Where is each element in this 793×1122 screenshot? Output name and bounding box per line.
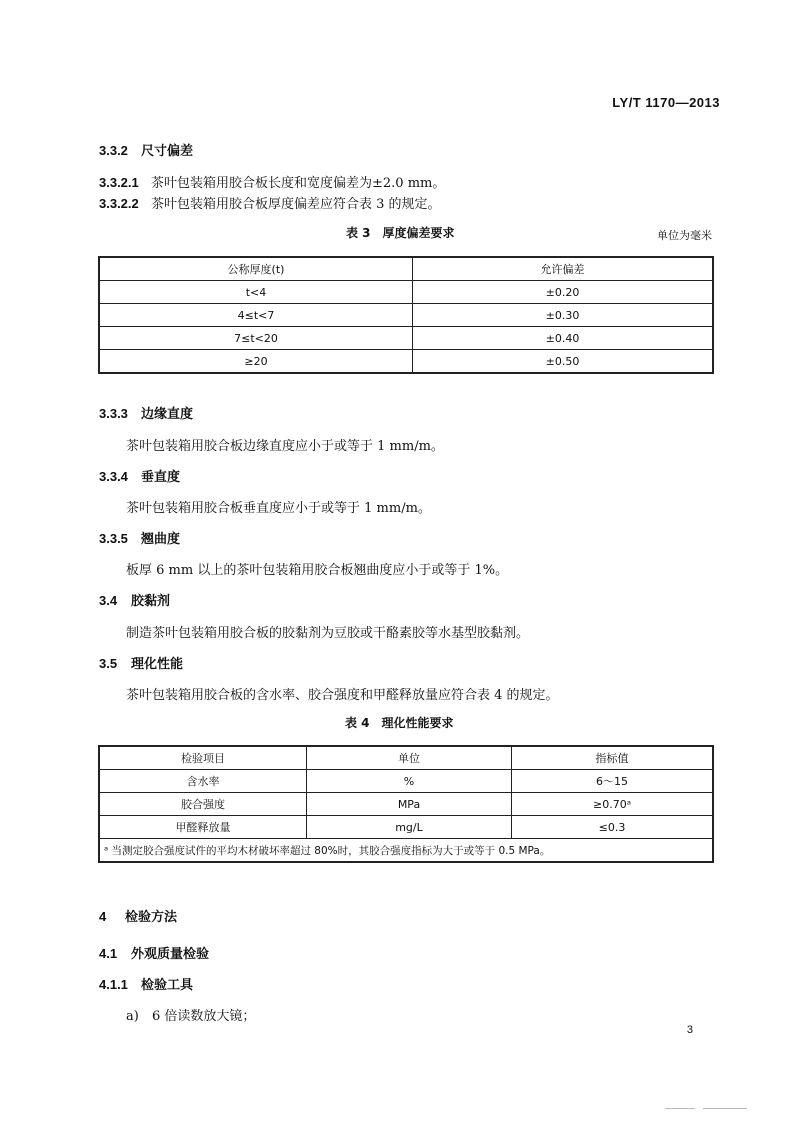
table-cell: t<4 xyxy=(99,281,413,304)
table-header-cell: 允许偏差 xyxy=(413,257,714,281)
section-3-3-5-text: 板厚 6 mm 以上的茶叶包装箱用胶合板翘曲度应小于或等于 1%。 xyxy=(126,563,509,578)
clause-3-3-2-2 xyxy=(99,193,441,212)
table-3-thickness-tolerance xyxy=(98,256,714,374)
table-row xyxy=(99,304,713,327)
list-item-a xyxy=(126,1005,255,1024)
table-cell: ≥20 xyxy=(99,350,413,374)
footer-dash-mark xyxy=(703,1108,747,1109)
section-3-3-4-heading xyxy=(99,466,180,485)
section-4-heading xyxy=(99,906,177,925)
section-title: 翘曲度 xyxy=(141,532,181,547)
table-row xyxy=(99,281,713,304)
list-item-label: a) xyxy=(126,1009,139,1024)
table-header-cell: 单位 xyxy=(307,746,512,770)
table-footnote: ᵃ 当测定胶合强度试件的平均木材破坏率超过 80%时，其胶合强度指标为大于或等于 0.5 MPa。 xyxy=(99,839,713,863)
table-cell: 7≤t<20 xyxy=(99,327,413,350)
table-4-caption: 表 4 理化性能要求 xyxy=(345,716,454,730)
table-3-caption: 表 3 厚度偏差要求 xyxy=(346,226,455,240)
section-title: 垂直度 xyxy=(141,470,181,485)
table-3-unit-note: 单位为毫米 xyxy=(657,229,712,242)
table-cell: mg/L xyxy=(307,816,512,839)
section-3-5-heading xyxy=(99,653,183,672)
footer-dash-mark xyxy=(665,1108,695,1109)
table-row xyxy=(99,770,713,793)
table-note-row xyxy=(99,839,713,863)
table-cell: ≥0.70ᵃ xyxy=(512,793,714,816)
clause-text: 茶叶包装箱用胶合板厚度偏差应符合表 3 的规定。 xyxy=(151,197,441,212)
section-title: 理化性能 xyxy=(131,657,184,672)
table-header-cell: 指标值 xyxy=(512,746,714,770)
section-3-3-5-heading xyxy=(99,528,180,547)
table-header-cell: 检验项目 xyxy=(99,746,307,770)
table-cell: 含水率 xyxy=(99,770,307,793)
section-number: 4 xyxy=(99,909,107,924)
section-3-4-text: 制造茶叶包装箱用胶合板的胶黏剂为豆胶或干酪素胶等水基型胶黏剂。 xyxy=(126,626,530,641)
clause-text: 茶叶包装箱用胶合板长度和宽度偏差为±2.0 mm。 xyxy=(151,176,446,191)
table-cell: % xyxy=(307,770,512,793)
section-number: 3.5 xyxy=(99,656,118,671)
table-row xyxy=(99,350,713,374)
section-3-3-2-heading xyxy=(99,140,193,159)
section-title: 胶黏剂 xyxy=(131,594,171,609)
table-4-physical-chemical xyxy=(98,745,714,863)
section-3-3-3-heading xyxy=(99,403,193,422)
table-header-row xyxy=(99,257,713,281)
table-cell: ±0.40 xyxy=(413,327,714,350)
standard-code-header: LY/T 1170—2013 xyxy=(612,95,720,110)
table-cell: 6～15 xyxy=(512,770,714,793)
page-number: 3 xyxy=(686,1024,693,1036)
table-cell: ≤0.3 xyxy=(512,816,714,839)
section-3-4-heading xyxy=(99,590,170,609)
table-header-cell: 公称厚度(t) xyxy=(99,257,413,281)
section-4-1-heading xyxy=(99,943,209,962)
section-number: 3.3.4 xyxy=(99,469,128,484)
list-item-text: 6 倍读数放大镜； xyxy=(152,1009,256,1024)
section-number: 4.1 xyxy=(99,946,118,961)
section-number: 4.1.1 xyxy=(99,977,128,992)
table-row xyxy=(99,327,713,350)
section-title: 边缘直度 xyxy=(141,407,194,422)
section-3-3-3-text: 茶叶包装箱用胶合板边缘直度应小于或等于 1 mm/m。 xyxy=(126,439,444,454)
section-title: 外观质量检验 xyxy=(131,947,210,962)
table-cell: 胶合强度 xyxy=(99,793,307,816)
table-cell: 4≤t<7 xyxy=(99,304,413,327)
table-cell: ±0.20 xyxy=(413,281,714,304)
section-title: 尺寸偏差 xyxy=(141,144,194,159)
section-number: 3.3.2 xyxy=(99,143,128,158)
table-row xyxy=(99,816,713,839)
clause-number: 3.3.2.2 xyxy=(99,196,139,211)
table-row xyxy=(99,793,713,816)
clause-3-3-2-1 xyxy=(99,172,445,191)
table-header-row xyxy=(99,746,713,770)
section-4-1-1-heading xyxy=(99,974,193,993)
section-number: 3.3.3 xyxy=(99,406,128,421)
section-3-3-4-text: 茶叶包装箱用胶合板垂直度应小于或等于 1 mm/m。 xyxy=(126,501,431,516)
section-number: 3.4 xyxy=(99,593,118,608)
section-title: 检验方法 xyxy=(125,910,178,925)
table-cell: MPa xyxy=(307,793,512,816)
section-number: 3.3.5 xyxy=(99,531,128,546)
section-3-5-text: 茶叶包装箱用胶合板的含水率、胶合强度和甲醛释放量应符合表 4 的规定。 xyxy=(126,688,559,703)
clause-number: 3.3.2.1 xyxy=(99,175,139,190)
table-cell: 甲醛释放量 xyxy=(99,816,307,839)
table-cell: ±0.50 xyxy=(413,350,714,374)
table-cell: ±0.30 xyxy=(413,304,714,327)
section-title: 检验工具 xyxy=(141,978,194,993)
